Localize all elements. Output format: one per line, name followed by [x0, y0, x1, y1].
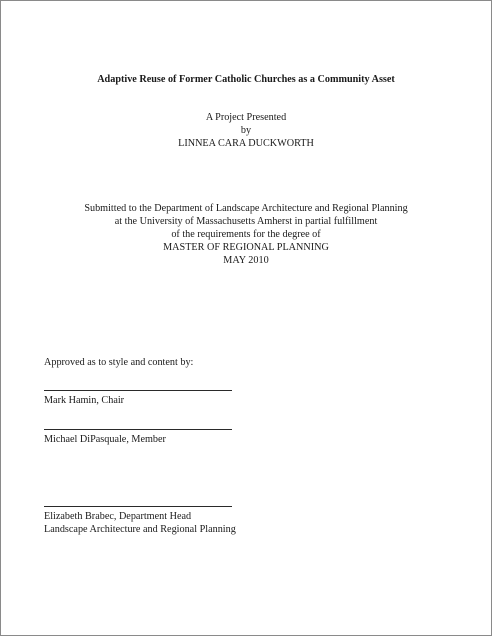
degree-name: MASTER OF REGIONAL PLANNING	[163, 242, 329, 253]
author-name: LINNEA CARA DUCKWORTH	[178, 138, 314, 149]
signature-line-member	[44, 429, 232, 430]
submission-line-2: at the University of Massachusetts Amherst in partial fulfillment	[114, 216, 378, 227]
submission-block	[1, 202, 491, 267]
presented-block	[1, 111, 491, 150]
project-title: Adaptive Reuse of Former Catholic Churches as a Community Asset	[97, 74, 395, 85]
signatory-chair: Mark Hamin, Chair	[44, 395, 125, 406]
department-head-name: Elizabeth Brabec, Department Head	[44, 511, 192, 522]
submission-line-3: of the requirements for the degree of	[171, 229, 321, 240]
signature-line-department-head	[44, 506, 232, 507]
signatory-member: Michael DiPasquale, Member	[44, 434, 166, 445]
submission-date: MAY 2010	[223, 255, 269, 266]
presented-line: A Project Presented	[205, 112, 287, 123]
department-head-affiliation: Landscape Architecture and Regional Planning	[44, 524, 236, 535]
approval-label: Approved as to style and content by:	[44, 357, 194, 368]
signatory-department-head	[44, 510, 236, 536]
signature-line-chair	[44, 390, 232, 391]
submission-line-1: Submitted to the Department of Landscape Architecture and Regional Planning	[84, 203, 408, 214]
by-line: by	[240, 125, 252, 136]
